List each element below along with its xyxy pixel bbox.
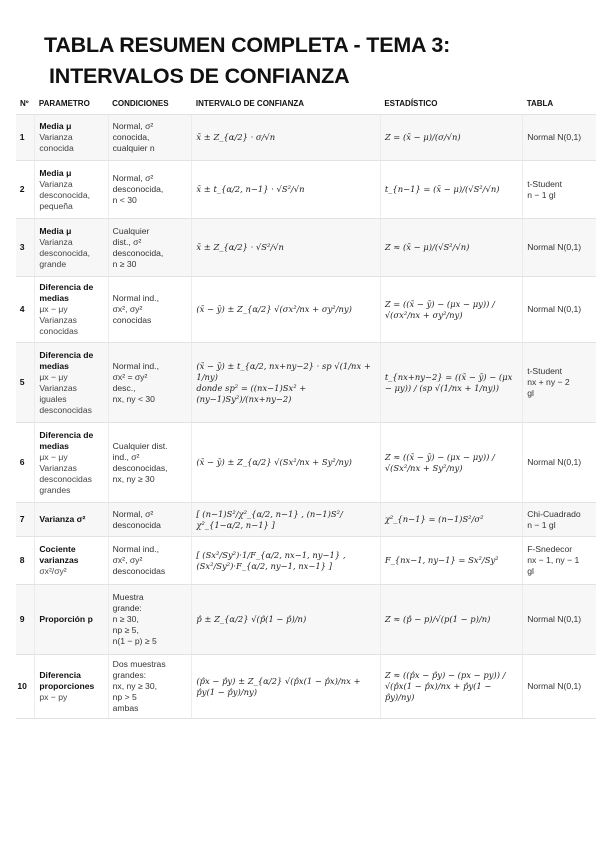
row-number: 10	[16, 655, 35, 719]
distribution-cell	[523, 655, 596, 719]
parameter-title: Diferencia proporciones	[39, 670, 95, 691]
distribution-cell	[523, 585, 596, 655]
parameter-title: Diferencia de medias	[39, 282, 94, 303]
table-body	[16, 115, 596, 719]
condition-line: np > 5	[112, 692, 137, 702]
distribution-line: nx − 1, ny − 1	[527, 555, 580, 565]
parameter-detail: μx − μy	[39, 451, 68, 462]
parameter-title: Media μ	[39, 167, 72, 178]
interval-formula: (x̄ − ȳ) ± Z_{α/2} √(σx²/nx + σy²/ny)	[192, 277, 380, 343]
parameter-detail: desconocida,	[39, 247, 90, 258]
conditions-cell	[108, 219, 192, 277]
summary-table	[16, 92, 596, 719]
table-row	[16, 537, 596, 585]
distribution-line: t-Student	[527, 366, 563, 376]
interval-formula: [ (Sx²/Sy²)·1/F_{α/2, nx−1, ny−1} , (Sx²/Sy²)·F_{α/2, ny−1, nx−1} ]	[192, 537, 380, 585]
parameter-detail: conocidas	[39, 326, 79, 336]
condition-line: Normal ind.,	[112, 544, 159, 554]
interval-formula: (x̄ − ȳ) ± Z_{α/2} √(Sx²/nx + Sy²/ny)	[192, 423, 380, 503]
parameter-cell	[35, 161, 108, 219]
row-number: 6	[16, 423, 35, 503]
statistic-formula: t_{nx+ny−2} = ((x̄ − ȳ) − (μx − μy)) / (sp √(1/nx + 1/ny))	[380, 343, 522, 423]
condition-line: desconocida,	[112, 247, 164, 258]
condition-line: ind., σ²	[112, 451, 140, 462]
condition-line: σx² = σy²	[112, 371, 148, 382]
condition-line: desconocida	[112, 519, 161, 530]
parameter-detail: desconocidas	[39, 404, 92, 415]
interval-formula: p̂ ± Z_{α/2} √(p̂(1 − p̂)/n)	[192, 585, 380, 655]
parameter-detail: px − py	[39, 692, 68, 702]
condition-line: n(1 − p) ≥ 5	[112, 636, 157, 646]
table-row	[16, 277, 596, 343]
distribution-cell	[523, 277, 596, 343]
table-row	[16, 503, 596, 537]
distribution-line: Normal N(0,1)	[527, 242, 582, 252]
statistic-formula: χ²_{n−1} = (n−1)S²/σ²	[380, 503, 522, 537]
row-number: 2	[16, 161, 35, 219]
condition-line: Normal, σ²	[112, 121, 154, 131]
condition-line: Normal ind.,	[112, 293, 159, 303]
condition-line: conocida,	[112, 132, 150, 142]
statistic-formula: Z = (x̄ − μ)/(σ/√n)	[380, 115, 522, 161]
condition-line: nx, ny < 30	[112, 393, 155, 404]
conditions-cell	[108, 277, 192, 343]
parameter-cell	[35, 585, 108, 655]
distribution-line: Normal N(0,1)	[527, 457, 582, 467]
interval-formula: x̄ ± Z_{α/2} · σ/√n	[192, 115, 380, 161]
parameter-title: Proporción p	[39, 614, 93, 624]
condition-line: desconocidas	[112, 566, 166, 576]
parameter-title: Varianza σ²	[39, 514, 86, 524]
distribution-line: Normal N(0,1)	[527, 132, 582, 142]
parameter-cell	[35, 503, 108, 537]
parameter-cell	[35, 219, 108, 277]
title-line-2: INTERVALOS DE CONFIANZA	[49, 64, 350, 88]
row-number: 7	[16, 503, 35, 537]
parameter-cell	[35, 537, 108, 585]
distribution-cell	[523, 161, 596, 219]
condition-line: Normal, σ²	[112, 508, 154, 519]
condition-line: Muestra	[112, 592, 144, 602]
parameter-detail: Varianza	[39, 236, 73, 247]
conditions-cell	[108, 343, 192, 423]
statistic-formula: Z = ((x̄ − ȳ) − (μx − μy)) / √(σx²/nx + σy²/ny)	[380, 277, 522, 343]
interval-formula: x̄ ± Z_{α/2} · √S²/√n	[192, 219, 380, 277]
distribution-line: t-Student	[527, 178, 563, 189]
row-number: 4	[16, 277, 35, 343]
row-number: 9	[16, 585, 35, 655]
conditions-cell	[108, 585, 192, 655]
distribution-line: gl	[527, 566, 534, 576]
parameter-detail: conocida	[39, 143, 74, 153]
condition-line: ambas	[112, 703, 139, 713]
condition-line: conocidas	[112, 315, 152, 325]
parameter-cell	[35, 277, 108, 343]
interval-formula: [ (n−1)S²/χ²_{α/2, n−1} , (n−1)S²/χ²_{1−α/2, n−1} ]	[192, 503, 380, 537]
statistic-formula: Z ≈ (x̄ − μ)/(√S²/√n)	[380, 219, 522, 277]
condition-line: n < 30	[112, 195, 137, 205]
distribution-cell	[523, 423, 596, 503]
distribution-line: Normal N(0,1)	[527, 614, 582, 624]
condition-line: np ≥ 5,	[112, 625, 139, 635]
condition-line: cualquier n	[112, 143, 155, 153]
distribution-cell	[523, 219, 596, 277]
parameter-detail: μx − μy	[39, 304, 68, 314]
header-statistic: ESTADÍSTICO	[380, 92, 522, 115]
distribution-line: n − 1 gl	[527, 189, 556, 200]
table-row	[16, 161, 596, 219]
condition-line: grande:	[112, 603, 142, 613]
parameter-detail: σx²/σy²	[39, 566, 67, 576]
condition-line: n ≥ 30,	[112, 614, 139, 624]
row-number: 3	[16, 219, 35, 277]
table-row	[16, 655, 596, 719]
table-row	[16, 219, 596, 277]
distribution-cell	[523, 537, 596, 585]
parameter-detail: grande	[39, 258, 67, 269]
distribution-line: nx + ny − 2	[527, 377, 570, 387]
condition-line: Normal, σ²	[112, 173, 154, 183]
header-interval: INTERVALO DE CONFIANZA	[192, 92, 380, 115]
parameter-title: Cociente varianzas	[39, 544, 79, 565]
interval-formula: (p̂x − p̂y) ± Z_{α/2} √(p̂x(1 − p̂x)/nx + p̂y(1 − p̂y)/ny)	[192, 655, 380, 719]
row-number: 1	[16, 115, 35, 161]
table-header-row	[16, 92, 596, 115]
statistic-formula: Z ≈ ((p̂x − p̂y) − (px − py)) / √(p̂x(1 − p̂x)/nx + p̂y(1 − p̂y)/ny)	[380, 655, 522, 719]
conditions-cell	[108, 161, 192, 219]
row-number: 5	[16, 343, 35, 423]
distribution-cell	[523, 115, 596, 161]
condition-line: desconocida,	[112, 184, 164, 194]
table-row	[16, 343, 596, 423]
parameter-detail: Varianza	[39, 178, 73, 189]
parameter-cell	[35, 343, 108, 423]
table-row	[16, 423, 596, 503]
statistic-formula: t_{n−1} = (x̄ − μ)/(√S²/√n)	[380, 161, 522, 219]
conditions-cell	[108, 423, 192, 503]
condition-line: nx, ny ≥ 30	[112, 473, 155, 484]
parameter-detail: iguales	[39, 393, 67, 404]
condition-line: σx², σy²	[112, 304, 143, 314]
condition-line: n ≥ 30	[112, 258, 137, 269]
distribution-cell	[523, 343, 596, 423]
condition-line: dist., σ²	[112, 236, 142, 247]
parameter-detail: Varianza	[39, 132, 73, 142]
parameter-detail: pequeña	[39, 200, 73, 211]
distribution-line: F-Snedecor	[527, 544, 573, 554]
parameter-detail: grandes	[39, 484, 71, 495]
header-parameter: PARAMETRO	[35, 92, 108, 115]
condition-line: nx, ny ≥ 30,	[112, 681, 157, 691]
interval-formula: x̄ ± t_{α/2, n−1} · √S²/√n	[192, 161, 380, 219]
distribution-cell	[523, 503, 596, 537]
statistic-formula: Z ≈ (p̂ − p)/√(p(1 − p)/n)	[380, 585, 522, 655]
conditions-cell	[108, 115, 192, 161]
conditions-cell	[108, 655, 192, 719]
page-title	[44, 30, 584, 92]
table-row	[16, 115, 596, 161]
parameter-cell	[35, 115, 108, 161]
condition-line: grandes:	[112, 670, 147, 680]
distribution-line: n − 1 gl	[527, 519, 556, 530]
condition-line: desc.,	[112, 382, 136, 393]
parameter-cell	[35, 423, 108, 503]
condition-line: σx², σy²	[112, 555, 143, 565]
parameter-title: Media μ	[39, 225, 72, 236]
header-table: TABLA	[523, 92, 596, 115]
condition-line: Dos muestras	[112, 659, 166, 669]
statistic-formula: F_{nx−1, ny−1} = Sx²/Sy²	[380, 537, 522, 585]
row-number: 8	[16, 537, 35, 585]
table-row	[16, 585, 596, 655]
distribution-line: Normal N(0,1)	[527, 681, 582, 691]
conditions-cell	[108, 537, 192, 585]
condition-line: Cualquier dist.	[112, 440, 168, 451]
parameter-title: Diferencia de medias	[39, 349, 94, 371]
title-line-1: TABLA RESUMEN COMPLETA - TEMA 3:	[44, 33, 451, 57]
parameter-detail: desconocida,	[39, 189, 90, 200]
condition-line: Cualquier	[112, 225, 150, 236]
condition-line: Normal ind.,	[112, 360, 159, 371]
conditions-cell	[108, 503, 192, 537]
parameter-cell	[35, 655, 108, 719]
parameter-detail: Varianzas	[39, 315, 77, 325]
header-num: Nº	[16, 92, 35, 115]
parameter-detail: desconocidas	[39, 473, 92, 484]
parameter-title: Diferencia de medias	[39, 429, 94, 451]
header-conditions: CONDICIONES	[108, 92, 192, 115]
distribution-line: Normal N(0,1)	[527, 304, 582, 314]
condition-line: desconocidas,	[112, 462, 168, 473]
distribution-line: Chi-Cuadrado	[527, 508, 581, 519]
interval-formula: (x̄ − ȳ) ± t_{α/2, nx+ny−2} · sp √(1/nx + 1/ny) donde sp² = ((nx−1)Sx² + (ny−1)Sy²)/(nx+ny−2)	[192, 343, 380, 423]
statistic-formula: Z ≈ ((x̄ − ȳ) − (μx − μy)) / √(Sx²/nx + Sy²/ny)	[380, 423, 522, 503]
parameter-title: Media μ	[39, 121, 72, 131]
parameter-detail: Varianzas	[39, 462, 77, 473]
parameter-detail: Varianzas	[39, 382, 77, 393]
parameter-detail: μx − μy	[39, 371, 68, 382]
distribution-line: gl	[527, 388, 534, 398]
